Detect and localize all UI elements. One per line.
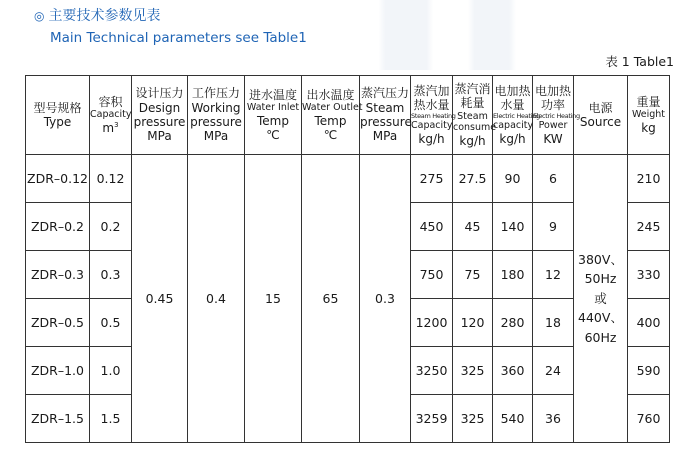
- cell-electric-capacity: 540: [493, 395, 533, 443]
- header-electric-power-en: Power: [538, 120, 568, 132]
- header-steam-consume-cn2: 耗量: [460, 96, 485, 111]
- cell-design-pressure: 0.45: [132, 155, 188, 443]
- header-water-inlet: [245, 76, 302, 155]
- header-steam-heating-en: Capacity: [411, 120, 453, 132]
- cell-steam-consume: 120: [453, 299, 493, 347]
- header-water-outlet-cn: 出水温度: [306, 87, 355, 102]
- table-label: 表 1 Table1: [605, 54, 674, 69]
- cell-type: ZDR–1.0: [26, 347, 90, 395]
- header-water-inlet-unit: ℃: [266, 127, 280, 142]
- header-electric-power-unit: KW: [543, 131, 563, 146]
- header-design-pressure-en1: Design: [138, 100, 181, 115]
- header-electric-power-cn1: 电加热: [534, 83, 571, 98]
- header-steam-pressure-cn: 蒸汽压力: [360, 86, 409, 101]
- table-row: [26, 155, 670, 203]
- header-source-cn: 电源: [588, 100, 613, 115]
- header-steam-heating-unit: kg/h: [418, 131, 445, 146]
- header-steam-consume-en2: consume: [453, 122, 497, 134]
- cell-electric-power: 9: [533, 203, 574, 251]
- header-electric-power-en-small: Electric Heating: [533, 111, 580, 120]
- header-design-pressure-cn: 设计压力: [135, 86, 184, 101]
- header-water-outlet-en2: Temp: [314, 113, 347, 128]
- cell-type: ZDR–1.5: [26, 395, 90, 443]
- cell-electric-capacity: 180: [493, 251, 533, 299]
- cell-water-outlet: 65: [302, 155, 360, 443]
- cell-steam-consume: 45: [453, 203, 493, 251]
- cell-source: [574, 155, 628, 443]
- header-electric-capacity-cn1: 电加热: [494, 83, 531, 98]
- header-steam-consume-unit: kg/h: [459, 133, 486, 148]
- cell-steam-heating: 450: [411, 203, 453, 251]
- header-electric-power-cn2: 功率: [540, 98, 565, 113]
- header-weight-unit: kg: [641, 120, 656, 135]
- header-working-pressure-en1: Working: [191, 100, 241, 115]
- cell-capacity: 0.3: [90, 251, 132, 299]
- header-steam-consume: [453, 76, 497, 155]
- cell-weight: 245: [628, 203, 670, 251]
- header-capacity-unit-sup: 3: [114, 120, 119, 129]
- cell-type: ZDR–0.3: [26, 251, 90, 299]
- header-weight-en: Weight: [631, 109, 666, 121]
- cell-working-pressure: 0.4: [188, 155, 245, 443]
- header-electric-capacity-unit: kg/h: [499, 131, 526, 146]
- circle-bullet-icon: ◎: [34, 9, 45, 23]
- cell-steam-heating: 275: [411, 155, 453, 203]
- header-design-pressure-en2: pressure: [133, 115, 186, 129]
- header-electric-capacity-en: capacity: [493, 120, 534, 132]
- cell-type: ZDR–0.12: [26, 155, 90, 203]
- header-type-en: Type: [43, 115, 72, 129]
- header-working-pressure-en2: pressure: [190, 115, 242, 129]
- cell-electric-power: 36: [533, 395, 574, 443]
- cell-capacity: 1.0: [90, 347, 132, 395]
- cell-weight: 760: [628, 395, 670, 443]
- cell-electric-capacity: 90: [493, 155, 533, 203]
- header-steam-heating: [411, 76, 456, 155]
- cell-type: ZDR–0.2: [26, 203, 90, 251]
- cell-weight: 210: [628, 155, 670, 203]
- header-steam-pressure: [360, 76, 411, 155]
- section-title-cn: [34, 5, 160, 25]
- cell-capacity: 0.2: [90, 203, 132, 251]
- cell-weight: 400: [628, 299, 670, 347]
- cell-capacity: 0.12: [90, 155, 132, 203]
- cell-steam-heating: 3250: [411, 347, 453, 395]
- cell-capacity: 0.5: [90, 299, 132, 347]
- cell-electric-power: 12: [533, 251, 574, 299]
- cell-steam-consume: 325: [453, 395, 493, 443]
- header-capacity-unit: [90, 121, 131, 135]
- header-electric-power: [533, 76, 580, 155]
- header-water-inlet-en1: Water Inlet: [246, 102, 300, 114]
- header-source-en: Source: [579, 115, 622, 129]
- source-line: 60Hz: [584, 329, 617, 345]
- header-steam-heating-cn1: 蒸汽加: [413, 83, 450, 98]
- header-steam-pressure-en1: Steam: [365, 100, 405, 115]
- header-steam-pressure-en2: pressure: [360, 115, 412, 129]
- header-steam-heating-cn2: 热水量: [413, 98, 450, 113]
- header-electric-capacity-cn2: 水量: [500, 98, 525, 113]
- cell-steam-consume: 75: [453, 251, 493, 299]
- header-design-pressure-unit: MPa: [147, 129, 172, 144]
- header-capacity-unit-base: m: [102, 120, 115, 135]
- header-working-pressure-cn: 工作压力: [191, 86, 240, 101]
- header-weight: [628, 76, 670, 155]
- header-steam-pressure-unit: MPa: [372, 129, 398, 144]
- cell-steam-heating: 3259: [411, 395, 453, 443]
- cell-steam-consume: 325: [453, 347, 493, 395]
- header-water-inlet-cn: 进水温度: [248, 87, 297, 102]
- header-working-pressure-unit: MPa: [203, 129, 229, 144]
- header-type-cn: 型号规格: [33, 100, 82, 115]
- cell-water-inlet: 15: [245, 155, 302, 443]
- header-water-inlet-en2: Temp: [257, 113, 289, 128]
- header-electric-capacity-en-small: Electric Heating: [493, 111, 540, 120]
- header-electric-capacity: [493, 76, 540, 155]
- table-header-row: [26, 76, 670, 155]
- header-water-outlet: [302, 76, 363, 155]
- cell-weight: 330: [628, 251, 670, 299]
- header-water-outlet-unit: ℃: [323, 127, 338, 142]
- source-line: 380V、: [578, 252, 623, 268]
- cell-electric-power: 24: [533, 347, 574, 395]
- cell-steam-heating: 1200: [411, 299, 453, 347]
- header-steam-heating-en-small: Steam Heating: [411, 111, 456, 120]
- header-design-pressure: [132, 76, 188, 155]
- cell-steam-heating: 750: [411, 251, 453, 299]
- cell-electric-capacity: 140: [493, 203, 533, 251]
- cell-steam-pressure: 0.3: [360, 155, 411, 443]
- header-capacity-en: Capacity: [90, 109, 132, 121]
- cell-electric-capacity: 280: [493, 299, 533, 347]
- technical-parameters-table: [25, 75, 670, 443]
- cell-capacity: 1.5: [90, 395, 132, 443]
- section-title-en: Main Technical parameters see Table1: [50, 30, 307, 46]
- cell-type: ZDR–0.5: [26, 299, 90, 347]
- header-steam-consume-en1: Steam: [457, 110, 488, 122]
- cell-steam-consume: 27.5: [453, 155, 493, 203]
- header-weight-cn: 重量: [636, 94, 661, 109]
- header-type: [26, 76, 90, 155]
- header-source: [574, 76, 628, 155]
- header-steam-consume-cn1: 蒸汽消: [454, 82, 491, 97]
- section-title-cn-text: 主要技术参数见表: [48, 8, 161, 24]
- header-capacity: [90, 76, 132, 155]
- cell-electric-capacity: 360: [493, 347, 533, 395]
- header-working-pressure: [188, 76, 245, 155]
- cell-weight: 590: [628, 347, 670, 395]
- source-line: 440V、: [578, 310, 623, 326]
- source-line: 50Hz: [584, 271, 617, 287]
- header-capacity-cn: 容积: [98, 94, 123, 109]
- cell-electric-power: 18: [533, 299, 574, 347]
- cell-electric-power: 6: [533, 155, 574, 203]
- header-water-outlet-en1: Water Outlet: [302, 102, 363, 114]
- source-line: 或: [594, 290, 607, 306]
